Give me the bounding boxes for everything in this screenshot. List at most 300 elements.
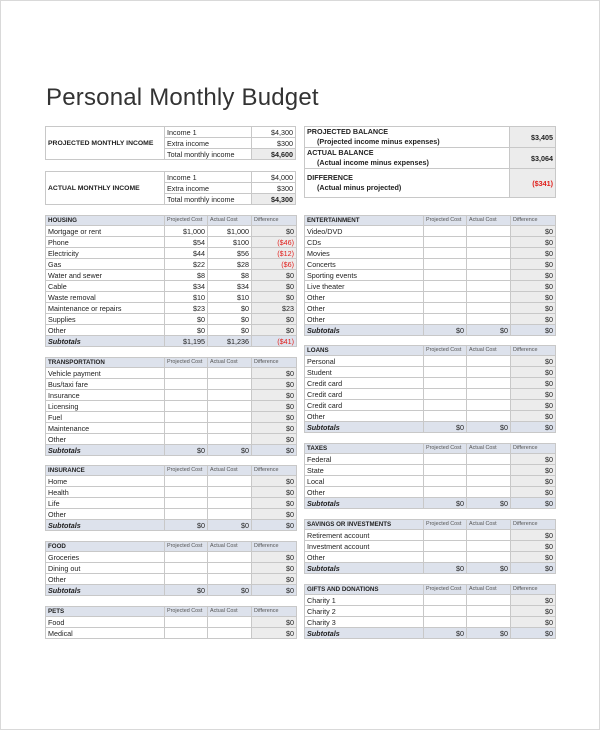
actual-cost[interactable]	[467, 487, 511, 498]
item-name[interactable]: Fuel	[46, 412, 165, 423]
actual-cost[interactable]: $10	[208, 292, 252, 303]
item-name[interactable]: Other	[46, 434, 165, 445]
table-row	[305, 367, 556, 378]
table-row	[305, 487, 556, 498]
item-name[interactable]: Other	[305, 303, 424, 314]
difference-value: $0	[252, 401, 297, 412]
loans-table	[304, 345, 556, 433]
item-name[interactable]: Charity 3	[305, 617, 424, 628]
projected-balance-label	[305, 127, 510, 148]
section-title: LOANS	[305, 346, 424, 356]
item-name[interactable]: Electricity	[46, 248, 165, 259]
projected-cost[interactable]	[424, 314, 467, 325]
actual-cost[interactable]	[467, 292, 511, 303]
item-name[interactable]: Live theater	[305, 281, 424, 292]
difference-value: $0	[252, 325, 297, 336]
section-title: ENTERTAINMENT	[305, 216, 424, 226]
projected-cost[interactable]	[424, 356, 467, 367]
actual-cost[interactable]	[467, 378, 511, 389]
difference-value: $0	[511, 270, 556, 281]
item-name[interactable]: Bus/taxi fare	[46, 379, 165, 390]
projected-cost[interactable]	[424, 281, 467, 292]
col-header-difference: Difference	[252, 542, 297, 552]
table-row	[46, 379, 297, 390]
item-name[interactable]: Home	[46, 476, 165, 487]
item-name[interactable]: Personal	[305, 356, 424, 367]
difference-value: $0	[252, 509, 297, 520]
actual-cost[interactable]	[208, 423, 252, 434]
projected-cost[interactable]	[424, 378, 467, 389]
actual-cost[interactable]	[467, 356, 511, 367]
difference-value: $0	[252, 552, 297, 563]
col-header-projected: Projected Cost	[424, 216, 467, 226]
difference-value: ($6)	[252, 259, 297, 270]
actual-cost[interactable]: $34	[208, 281, 252, 292]
actual-cost[interactable]	[208, 509, 252, 520]
section-header-row	[305, 346, 556, 356]
table-row	[46, 226, 297, 237]
difference-value: $0	[511, 465, 556, 476]
subtotal-projected: $0	[165, 520, 208, 531]
actual-cost[interactable]	[467, 465, 511, 476]
income-name: Total monthly income	[165, 194, 252, 205]
actual-cost[interactable]	[467, 541, 511, 552]
projected-cost[interactable]	[165, 423, 208, 434]
projected-income-label: PROJECTED MONTHLY INCOME	[46, 127, 165, 160]
projected-cost[interactable]	[424, 465, 467, 476]
col-header-projected: Projected Cost	[165, 358, 208, 368]
projected-cost[interactable]	[424, 552, 467, 563]
col-header-projected: Projected Cost	[165, 607, 208, 617]
income-name[interactable]: Extra income	[165, 183, 252, 194]
insurance-section	[45, 465, 297, 531]
gifts-table	[304, 584, 556, 639]
projected-cost[interactable]: $0	[165, 314, 208, 325]
actual-cost[interactable]	[467, 411, 511, 422]
table-row	[305, 552, 556, 563]
subtotal-difference: $0	[252, 585, 297, 596]
col-header-actual: Actual Cost	[208, 607, 252, 617]
actual-cost[interactable]	[208, 617, 252, 628]
difference-value: $0	[252, 498, 297, 509]
insurance-table	[45, 465, 297, 531]
difference-label	[305, 169, 510, 198]
income-value[interactable]: $300	[252, 183, 296, 194]
projected-cost[interactable]: $10	[165, 292, 208, 303]
subtotal-row	[305, 563, 556, 574]
actual-cost[interactable]	[467, 237, 511, 248]
item-name[interactable]: Waste removal	[46, 292, 165, 303]
actual-cost[interactable]	[467, 303, 511, 314]
difference-value: ($46)	[252, 237, 297, 248]
table-row	[46, 368, 297, 379]
actual-cost[interactable]	[208, 574, 252, 585]
balance-title: PROJECTED BALANCE	[307, 127, 389, 136]
difference-value: $0	[252, 487, 297, 498]
income-total: $4,300	[252, 194, 296, 205]
difference-value: $0	[252, 314, 297, 325]
actual-cost[interactable]	[208, 628, 252, 639]
subtotal-projected: $1,195	[165, 336, 208, 347]
subtotal-actual: $0	[467, 563, 511, 574]
item-name[interactable]: Licensing	[46, 401, 165, 412]
item-name[interactable]: Water and sewer	[46, 270, 165, 281]
projected-cost[interactable]	[424, 454, 467, 465]
col-header-projected: Projected Cost	[424, 444, 467, 454]
subtotal-label: Subtotals	[305, 325, 424, 336]
difference-value: $0	[252, 423, 297, 434]
projected-balance-value: $3,405	[510, 127, 556, 148]
item-name[interactable]: Video/DVD	[305, 226, 424, 237]
actual-cost[interactable]: $100	[208, 237, 252, 248]
projected-cost[interactable]	[424, 487, 467, 498]
table-row	[305, 237, 556, 248]
item-name[interactable]: Insurance	[46, 390, 165, 401]
projected-cost[interactable]	[165, 563, 208, 574]
projected-cost[interactable]	[424, 237, 467, 248]
table-row	[305, 606, 556, 617]
difference-value: $0	[252, 281, 297, 292]
table-row	[305, 378, 556, 389]
section-title: INSURANCE	[46, 466, 165, 476]
housing-table	[45, 215, 297, 347]
projected-cost[interactable]	[424, 606, 467, 617]
projected-cost[interactable]	[165, 628, 208, 639]
projected-cost[interactable]: $8	[165, 270, 208, 281]
actual-cost[interactable]	[467, 314, 511, 325]
table-row	[46, 476, 297, 487]
section-header-row	[46, 542, 297, 552]
item-name[interactable]: Medical	[46, 628, 165, 639]
income-name[interactable]: Extra income	[165, 138, 252, 149]
item-name[interactable]: Credit card	[305, 378, 424, 389]
difference-value: $0	[252, 379, 297, 390]
actual-cost[interactable]	[467, 281, 511, 292]
difference-value: $0	[511, 411, 556, 422]
projected-cost[interactable]	[424, 389, 467, 400]
table-row	[46, 248, 297, 259]
projected-cost[interactable]	[165, 552, 208, 563]
projected-cost[interactable]	[165, 401, 208, 412]
projected-cost[interactable]: $0	[165, 325, 208, 336]
difference-value: $0	[252, 617, 297, 628]
actual-cost[interactable]: $56	[208, 248, 252, 259]
actual-cost[interactable]	[208, 498, 252, 509]
item-name[interactable]: Other	[46, 509, 165, 520]
item-name[interactable]: Federal	[305, 454, 424, 465]
difference-value: $0	[511, 226, 556, 237]
actual-balance-label	[305, 148, 510, 169]
actual-cost[interactable]	[208, 368, 252, 379]
section-header-row	[305, 216, 556, 226]
difference-value: $0	[511, 237, 556, 248]
subtotal-projected: $0	[424, 325, 467, 336]
item-name[interactable]: Life	[46, 498, 165, 509]
table-row	[305, 226, 556, 237]
balance-title: ACTUAL BALANCE	[307, 148, 374, 157]
subtotal-label: Subtotals	[305, 498, 424, 509]
projected-cost[interactable]	[424, 411, 467, 422]
projected-cost[interactable]	[424, 303, 467, 314]
table-row	[305, 465, 556, 476]
col-header-projected: Projected Cost	[424, 585, 467, 595]
projected-cost[interactable]	[424, 541, 467, 552]
actual-cost[interactable]	[467, 259, 511, 270]
actual-cost[interactable]	[467, 389, 511, 400]
transportation-table	[45, 357, 297, 456]
section-header-row	[46, 607, 297, 617]
table-row	[46, 270, 297, 281]
subtotal-difference: ($41)	[252, 336, 297, 347]
item-name[interactable]: Health	[46, 487, 165, 498]
section-header-row	[46, 216, 297, 226]
difference-value: $23	[252, 303, 297, 314]
col-header-actual: Actual Cost	[467, 444, 511, 454]
projected-cost[interactable]	[165, 390, 208, 401]
projected-cost[interactable]	[165, 509, 208, 520]
item-name[interactable]: Concerts	[305, 259, 424, 270]
projected-cost[interactable]	[424, 476, 467, 487]
actual-income-label: ACTUAL MONTHLY INCOME	[46, 172, 165, 205]
actual-cost[interactable]	[208, 434, 252, 445]
page-title: Personal Monthly Budget	[46, 84, 319, 111]
subtotal-projected: $0	[424, 422, 467, 433]
col-header-difference: Difference	[511, 520, 556, 530]
table-row	[46, 509, 297, 520]
actual-cost[interactable]: $0	[208, 303, 252, 314]
table-row	[46, 487, 297, 498]
actual-cost[interactable]	[467, 476, 511, 487]
item-name[interactable]: Maintenance	[46, 423, 165, 434]
projected-cost[interactable]	[424, 292, 467, 303]
difference-value: $0	[511, 367, 556, 378]
subtotal-actual: $0	[208, 445, 252, 456]
projected-cost[interactable]	[165, 498, 208, 509]
table-row	[46, 574, 297, 585]
projected-cost[interactable]: $22	[165, 259, 208, 270]
projected-cost[interactable]	[165, 412, 208, 423]
difference-value: $0	[511, 389, 556, 400]
actual-cost[interactable]	[467, 367, 511, 378]
item-name[interactable]: Other	[305, 487, 424, 498]
projected-cost[interactable]	[165, 476, 208, 487]
income-value[interactable]: $4,000	[252, 172, 296, 183]
item-name[interactable]: Phone	[46, 237, 165, 248]
projected-cost[interactable]	[424, 270, 467, 281]
actual-cost[interactable]: $1,000	[208, 226, 252, 237]
actual-cost[interactable]: $8	[208, 270, 252, 281]
item-name[interactable]: CDs	[305, 237, 424, 248]
item-name[interactable]: Mortgage or rent	[46, 226, 165, 237]
item-name[interactable]: Credit card	[305, 389, 424, 400]
section-header-row	[46, 466, 297, 476]
projected-cost[interactable]	[424, 400, 467, 411]
projected-cost[interactable]	[165, 379, 208, 390]
table-row	[305, 389, 556, 400]
actual-cost[interactable]	[208, 487, 252, 498]
actual-cost[interactable]	[208, 379, 252, 390]
difference-value: $0	[252, 270, 297, 281]
actual-cost[interactable]	[467, 606, 511, 617]
section-title: GIFTS AND DONATIONS	[305, 585, 424, 595]
table-row	[305, 314, 556, 325]
table-row	[46, 498, 297, 509]
difference-value: $0	[511, 541, 556, 552]
actual-cost[interactable]	[467, 400, 511, 411]
item-name[interactable]: Local	[305, 476, 424, 487]
difference-value: $0	[511, 248, 556, 259]
item-name[interactable]: Other	[46, 325, 165, 336]
table-row	[46, 423, 297, 434]
subtotal-label: Subtotals	[46, 445, 165, 456]
projected-cost[interactable]: $54	[165, 237, 208, 248]
item-name[interactable]: Maintenance or repairs	[46, 303, 165, 314]
item-name[interactable]: Sporting events	[305, 270, 424, 281]
item-name[interactable]: Student	[305, 367, 424, 378]
difference-value: ($12)	[252, 248, 297, 259]
projected-cost[interactable]	[424, 259, 467, 270]
item-name[interactable]: Other	[305, 314, 424, 325]
income-name[interactable]: Income 1	[165, 172, 252, 183]
col-header-difference: Difference	[252, 607, 297, 617]
subtotal-row	[46, 585, 297, 596]
item-name[interactable]: Other	[305, 552, 424, 563]
subtotal-row	[305, 628, 556, 639]
col-header-difference: Difference	[252, 466, 297, 476]
table-row	[305, 292, 556, 303]
difference-value: $0	[252, 434, 297, 445]
col-header-projected: Projected Cost	[165, 542, 208, 552]
table-row	[46, 325, 297, 336]
projected-cost[interactable]	[424, 595, 467, 606]
projected-cost[interactable]: $23	[165, 303, 208, 314]
subtotal-row	[46, 336, 297, 347]
income-name[interactable]: Income 1	[165, 127, 252, 138]
item-name[interactable]: Credit card	[305, 400, 424, 411]
projected-cost[interactable]: $1,000	[165, 226, 208, 237]
actual-cost[interactable]	[208, 476, 252, 487]
item-name[interactable]: Investment account	[305, 541, 424, 552]
difference-value: $0	[511, 617, 556, 628]
difference-value: $0	[511, 552, 556, 563]
projected-cost[interactable]	[165, 617, 208, 628]
projected-cost[interactable]	[424, 530, 467, 541]
difference-value: $0	[252, 476, 297, 487]
actual-cost[interactable]	[467, 270, 511, 281]
actual-cost[interactable]	[467, 617, 511, 628]
entertainment-table	[304, 215, 556, 336]
income-value[interactable]: $300	[252, 138, 296, 149]
actual-cost[interactable]: $0	[208, 325, 252, 336]
item-name[interactable]: Supplies	[46, 314, 165, 325]
item-name[interactable]: Gas	[46, 259, 165, 270]
actual-cost[interactable]	[467, 226, 511, 237]
actual-cost[interactable]	[467, 552, 511, 563]
difference-value: $0	[252, 226, 297, 237]
actual-income-table	[45, 171, 296, 205]
col-header-actual: Actual Cost	[467, 346, 511, 356]
section-title: SAVINGS OR INVESTMENTS	[305, 520, 424, 530]
table-row	[305, 248, 556, 259]
item-name[interactable]: Movies	[305, 248, 424, 259]
balance-subtitle: (Actual minus projected)	[317, 183, 402, 192]
table-row	[305, 281, 556, 292]
projected-cost[interactable]	[165, 574, 208, 585]
subtotal-label: Subtotals	[46, 520, 165, 531]
table-row	[305, 541, 556, 552]
item-name[interactable]: State	[305, 465, 424, 476]
actual-cost[interactable]: $0	[208, 314, 252, 325]
item-name[interactable]: Other	[305, 411, 424, 422]
table-row	[46, 292, 297, 303]
table-row	[305, 411, 556, 422]
actual-cost[interactable]: $28	[208, 259, 252, 270]
item-name[interactable]: Vehicle payment	[46, 368, 165, 379]
difference-value: $0	[252, 412, 297, 423]
item-name[interactable]: Groceries	[46, 552, 165, 563]
table-row	[46, 303, 297, 314]
projected-cost[interactable]	[165, 368, 208, 379]
subtotal-label: Subtotals	[305, 563, 424, 574]
item-name[interactable]: Retirement account	[305, 530, 424, 541]
projected-cost[interactable]: $34	[165, 281, 208, 292]
actual-cost[interactable]	[467, 454, 511, 465]
item-name[interactable]: Food	[46, 617, 165, 628]
projected-cost[interactable]	[424, 367, 467, 378]
difference-value: $0	[511, 454, 556, 465]
food-table	[45, 541, 297, 596]
subtotal-actual: $0	[208, 585, 252, 596]
item-name[interactable]: Cable	[46, 281, 165, 292]
actual-cost[interactable]	[208, 390, 252, 401]
subtotal-projected: $0	[165, 585, 208, 596]
projected-cost[interactable]: $44	[165, 248, 208, 259]
col-header-difference: Difference	[511, 444, 556, 454]
actual-cost[interactable]	[208, 412, 252, 423]
table-row	[305, 617, 556, 628]
projected-cost[interactable]	[165, 434, 208, 445]
subtotal-projected: $0	[165, 445, 208, 456]
col-header-difference: Difference	[511, 585, 556, 595]
actual-cost[interactable]	[208, 552, 252, 563]
income-value[interactable]: $4,300	[252, 127, 296, 138]
table-row	[46, 401, 297, 412]
actual-cost[interactable]	[208, 401, 252, 412]
item-name[interactable]: Charity 1	[305, 595, 424, 606]
table-row	[46, 412, 297, 423]
actual-cost[interactable]	[467, 595, 511, 606]
projected-cost[interactable]	[424, 617, 467, 628]
subtotal-row	[305, 325, 556, 336]
item-name[interactable]: Other	[305, 292, 424, 303]
subtotal-difference: $0	[511, 498, 556, 509]
item-name[interactable]: Other	[46, 574, 165, 585]
subtotal-actual: $0	[208, 520, 252, 531]
difference-value: $0	[511, 595, 556, 606]
actual-cost[interactable]	[467, 248, 511, 259]
item-name[interactable]: Dining out	[46, 563, 165, 574]
projected-cost[interactable]	[424, 226, 467, 237]
projected-cost[interactable]	[424, 248, 467, 259]
item-name[interactable]: Charity 2	[305, 606, 424, 617]
col-header-projected: Projected Cost	[165, 466, 208, 476]
actual-cost[interactable]	[208, 563, 252, 574]
subtotal-label: Subtotals	[305, 422, 424, 433]
actual-cost[interactable]	[467, 530, 511, 541]
projected-cost[interactable]	[165, 487, 208, 498]
difference-value: $0	[252, 628, 297, 639]
pets-table	[45, 606, 297, 639]
